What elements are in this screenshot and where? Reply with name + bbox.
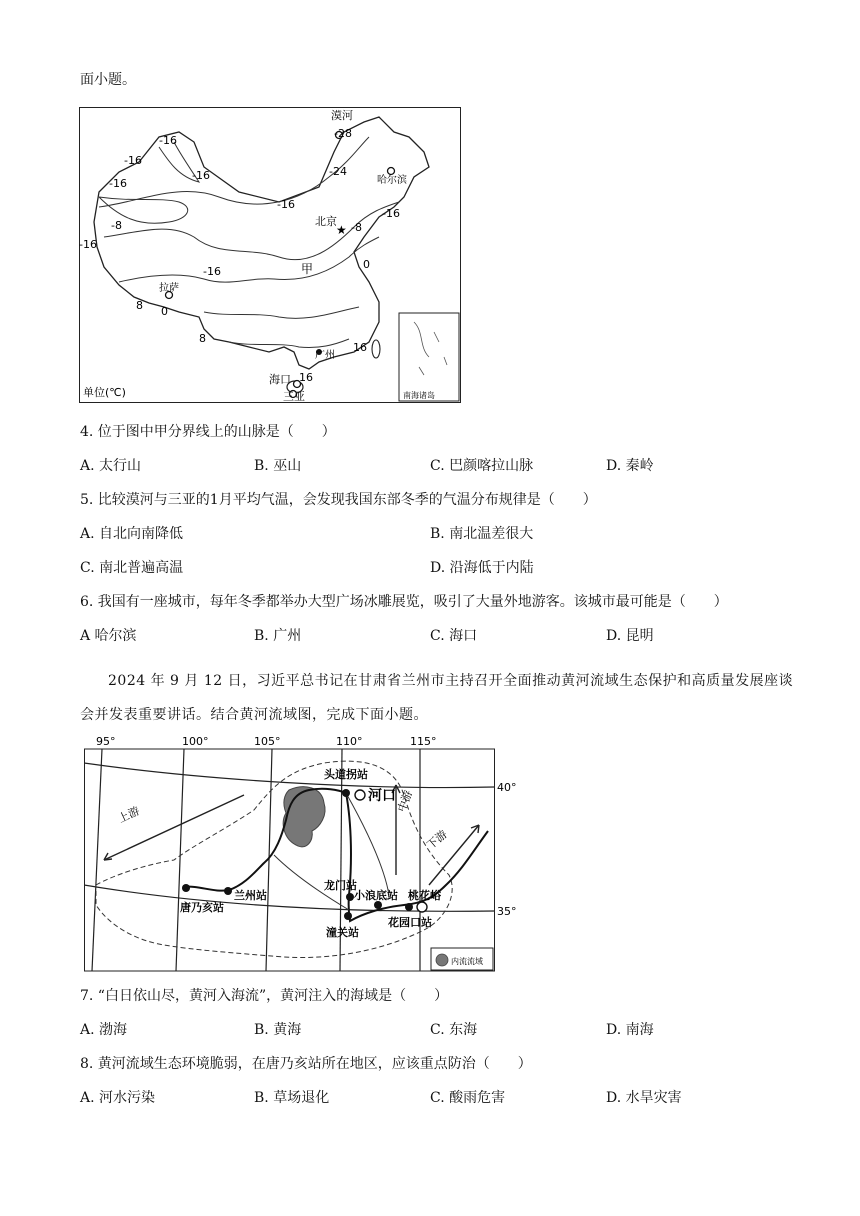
answer-option[interactable]: D. 昆明 — [606, 628, 654, 644]
reading-passage: 2024 年 9 月 12 日，习近平总书记在甘肃省兰州市主持召开全面推动黄河流域生态保护和高质量发展座谈会并发表重要讲话。结合黄河流域图，完成下面小题。 — [80, 673, 794, 723]
station-label: 河口 — [368, 788, 396, 804]
station-marker-xiaolangdi — [374, 901, 382, 909]
china-map-svg — [79, 107, 461, 403]
isotherm-label: 16 — [353, 341, 367, 354]
station-marker-hekou — [355, 790, 365, 800]
yellow-river-map-svg — [84, 735, 520, 973]
station-label: 花园口站 — [388, 916, 432, 929]
answer-option[interactable]: A. 太行山 — [80, 458, 142, 474]
answer-option[interactable]: B. 草场退化 — [254, 1090, 330, 1106]
inset-caption: 南海诸岛 — [403, 391, 435, 400]
longitude-label: 110° — [336, 735, 363, 748]
station-label: 唐乃亥站 — [180, 901, 224, 914]
answer-option[interactable]: B. 巫山 — [254, 458, 302, 474]
question-stem: 7. “白日依山尽，黄河入海流”，黄河注入的海域是（ ） — [80, 988, 449, 1004]
isotherm-label: -8 — [111, 219, 122, 232]
city-label-harbin: 哈尔滨 — [377, 175, 407, 186]
isotherm-label: -28 — [334, 127, 352, 140]
isotherm-label: -16 — [124, 154, 142, 167]
city-marker-harbin — [388, 168, 395, 175]
station-marker-lanzhou — [224, 887, 232, 895]
station-label: 头道拐站 — [324, 768, 368, 781]
isotherm-label: -16 — [277, 198, 295, 211]
isotherm-label: 0 — [161, 305, 168, 318]
answer-option[interactable]: A. 渤海 — [80, 1022, 128, 1038]
isotherm-label: -16 — [109, 177, 127, 190]
station-marker-tangnaihai — [182, 884, 190, 892]
latitude-label: 35° — [497, 905, 517, 918]
map-unit-label: 单位(℃) — [83, 386, 126, 399]
answer-option[interactable]: B. 南北温差很大 — [430, 526, 534, 542]
answer-option[interactable]: C. 酸雨危害 — [430, 1090, 506, 1106]
legend-label: 内流流域 — [451, 957, 483, 966]
isotherm-label: 8 — [199, 332, 206, 345]
yellow-river-basin-map — [84, 735, 520, 973]
answer-option[interactable]: B. 广州 — [254, 628, 302, 644]
isotherm-label: -16 — [203, 265, 221, 278]
region-label-jia: 甲 — [301, 262, 314, 276]
intro-tail-text: 面小题。 — [80, 72, 136, 88]
station-label: 潼关站 — [326, 926, 359, 939]
answer-option[interactable]: C. 东海 — [430, 1022, 478, 1038]
station-marker-taohuayu — [405, 903, 413, 911]
answer-option[interactable]: B. 黄海 — [254, 1022, 302, 1038]
station-marker-longmen — [346, 893, 354, 901]
city-label-lhasa: 拉萨 — [159, 283, 179, 294]
answer-option[interactable]: D. 秦岭 — [606, 458, 654, 474]
question-stem: 4. 位于图中甲分界线上的山脉是（ ） — [80, 424, 336, 440]
reach-label-upper: 上游 — [116, 804, 142, 826]
isotherm-label: 16 — [299, 371, 313, 384]
isotherm-label: 8 — [136, 299, 143, 312]
question-stem: 6. 我国有一座城市，每年冬季都举办大型广场冰雕展览，吸引了大量外地游客。该城市最可能是（ ） — [80, 594, 728, 610]
station-marker-tongguan — [344, 912, 352, 920]
isotherm-label: -16 — [192, 169, 210, 182]
question-stem: 5. 比较漠河与三亚的1月平均气温，会发现我国东部冬季的气温分布规律是（ ） — [80, 492, 597, 508]
isotherm-label: -16 — [159, 134, 177, 147]
isotherm-label: 0 — [363, 258, 370, 271]
reach-label-lower: 下游 — [424, 827, 450, 852]
legend-swatch-endorheic — [436, 954, 448, 966]
answer-option[interactable]: A. 自北向南降低 — [80, 526, 184, 542]
city-label-mohe: 漠河 — [331, 109, 353, 122]
reach-label-middle: 中游 — [395, 788, 415, 814]
answer-option[interactable]: A 哈尔滨 — [80, 628, 137, 644]
station-label: 兰州站 — [234, 889, 267, 902]
station-label: 桃花峪 — [408, 889, 441, 902]
station-label: 龙门站 — [324, 879, 357, 892]
answer-option[interactable]: C. 海口 — [430, 628, 478, 644]
china-january-temperature-map — [79, 107, 461, 403]
longitude-label: 115° — [410, 735, 437, 748]
capital-star-icon: ★ — [336, 223, 347, 237]
city-label-beijing: 北京 — [315, 215, 337, 228]
isotherm-label: -16 — [382, 207, 400, 220]
isotherm-label: -8 — [351, 221, 362, 234]
answer-option[interactable]: C. 巴颜喀拉山脉 — [430, 458, 534, 474]
station-marker-huayuankou — [417, 902, 427, 912]
longitude-label: 100° — [182, 735, 209, 748]
latitude-label: 40° — [497, 781, 517, 794]
city-label-guangzhou: 广州 — [315, 350, 335, 361]
answer-option[interactable]: A. 河水污染 — [80, 1090, 156, 1106]
longitude-label: 105° — [254, 735, 281, 748]
station-marker-toudaoguai — [342, 789, 350, 797]
station-label: 小浪底站 — [354, 889, 398, 902]
answer-option[interactable]: D. 南海 — [606, 1022, 654, 1038]
isotherm-label: -24 — [329, 165, 347, 178]
city-label-haikou: 海口 — [269, 373, 291, 386]
answer-option[interactable]: D. 沿海低于内陆 — [430, 560, 534, 576]
answer-option[interactable]: D. 水旱灾害 — [606, 1090, 682, 1106]
city-label-sanya: 三亚 — [283, 390, 305, 403]
longitude-label: 95° — [96, 735, 116, 748]
answer-option[interactable]: C. 南北普遍高温 — [80, 560, 184, 576]
isotherm-label: -16 — [79, 238, 97, 251]
question-stem: 8. 黄河流域生态环境脆弱，在唐乃亥站所在地区，应该重点防治（ ） — [80, 1056, 532, 1072]
